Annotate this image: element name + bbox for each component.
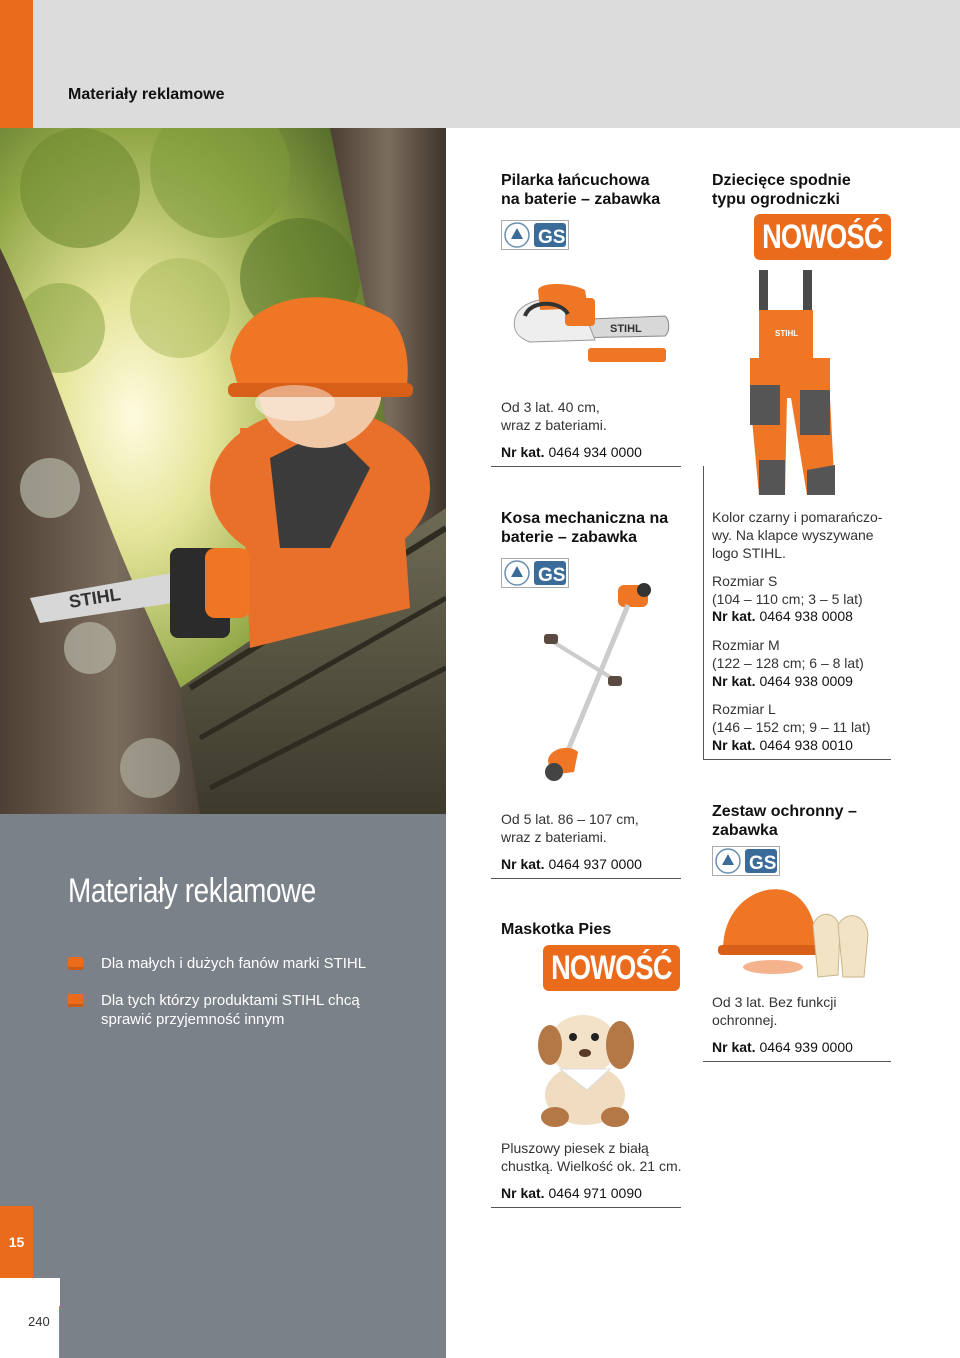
divider xyxy=(491,466,681,467)
gs-certification-icon xyxy=(501,220,569,250)
size-m-catalog-number: Nr kat. 0464 938 0009 xyxy=(712,673,853,689)
svg-text:STIHL: STIHL xyxy=(775,329,799,338)
toy-chainsaw-image xyxy=(510,280,670,370)
chapter-tab: 15 xyxy=(0,1206,33,1278)
new-badge: NOWOŚĆ xyxy=(543,945,680,991)
trimmer-catalog-number: Nr kat. 0464 937 0000 xyxy=(501,856,642,872)
page-number: 240 xyxy=(28,1314,50,1329)
trimmer-description: Od 5 lat. 86 – 107 cm, wraz z bateriami. xyxy=(501,811,639,845)
panel-title: Materiały reklamowe xyxy=(68,872,316,910)
overalls-description: Kolor czarny i pomarańczo- wy. Na klapce wyszywane logo STIHL. xyxy=(712,509,883,561)
orange-corner-bar xyxy=(0,0,33,128)
divider xyxy=(703,759,891,760)
chainsaw-description: Od 3 lat. 40 cm, wraz z bateriami. xyxy=(501,399,607,433)
mascot-catalog-number: Nr kat. 0464 971 0090 xyxy=(501,1185,642,1201)
svg-text:STIHL: STIHL xyxy=(67,584,122,612)
mascot-title: Maskotka Pies xyxy=(501,921,612,938)
overalls-title: Dziecięce spodnie typu ogrodniczki xyxy=(712,172,851,208)
chainsaw-title: Pilarka łańcuchowa na baterie – zabawka xyxy=(501,172,661,208)
svg-text:GS: GS xyxy=(749,853,777,874)
protective-set-description: Od 3 lat. Bez funkcji ochronnej. xyxy=(712,994,837,1028)
size-m: Rozmiar M (122 – 128 cm; 6 – 8 lat) xyxy=(712,637,864,671)
svg-text:GS: GS xyxy=(538,565,566,586)
toy-helmet-and-gloves-image xyxy=(718,885,878,985)
plush-dog-mascot-image xyxy=(525,1005,645,1130)
orange-square-bullet-icon xyxy=(68,994,83,1007)
page-number-divider xyxy=(59,1306,60,1358)
new-badge: NOWOŚĆ xyxy=(754,214,891,260)
child-with-toy-chainsaw-image xyxy=(0,128,446,814)
mascot-description: Pluszowy piesek z białą chustką. Wielkość ok. 21 cm. xyxy=(501,1140,682,1174)
size-s: Rozmiar S (104 – 110 cm; 3 – 5 lat) xyxy=(712,573,863,607)
gs-certification-icon xyxy=(712,846,780,876)
size-s-catalog-number: Nr kat. 0464 938 0008 xyxy=(712,608,853,624)
vertical-divider xyxy=(703,466,704,760)
kids-overalls-image xyxy=(745,270,845,500)
header-strip xyxy=(33,0,960,128)
size-l: Rozmiar L (146 – 152 cm; 9 – 11 lat) xyxy=(712,701,871,735)
protective-set-catalog-number: Nr kat. 0464 939 0000 xyxy=(712,1039,853,1055)
trimmer-title: Kosa mechaniczna na baterie – zabawka xyxy=(501,510,669,546)
divider xyxy=(491,1207,681,1208)
size-l-catalog-number: Nr kat. 0464 938 0010 xyxy=(712,737,853,753)
section-title: Materiały reklamowe xyxy=(68,86,225,103)
protective-set-title: Zestaw ochronny – zabawka xyxy=(712,803,857,839)
svg-text:STIHL: STIHL xyxy=(610,323,642,335)
divider xyxy=(703,1061,891,1062)
chainsaw-catalog-number: Nr kat. 0464 934 0000 xyxy=(501,444,642,460)
svg-text:GS: GS xyxy=(538,227,566,248)
toy-trimmer-image xyxy=(540,580,660,785)
orange-square-bullet-icon xyxy=(68,957,83,970)
divider xyxy=(491,878,681,879)
hero-photo xyxy=(0,128,446,814)
